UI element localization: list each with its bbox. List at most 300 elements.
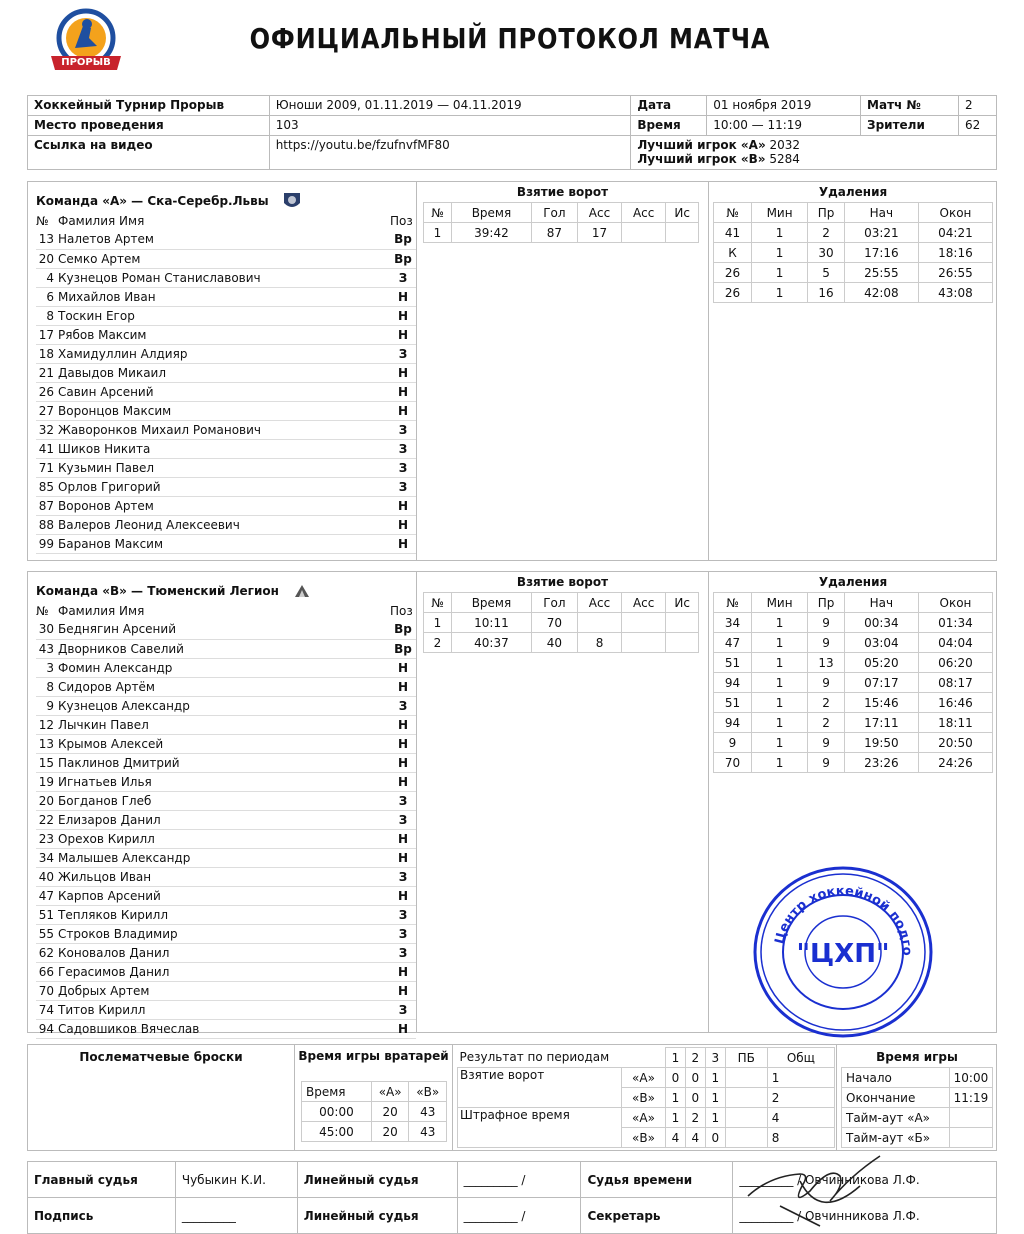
goal-no: 2 [424,633,452,653]
pen-a-pb [725,1108,767,1128]
player-number: 40 [36,867,58,886]
gk-time: 45:00 [302,1122,372,1142]
goals-row-label: Взятие ворот [458,1068,622,1108]
team-b-emblem-icon [293,583,311,599]
col-ast2: Асс [622,203,666,223]
penalty-end: 18:16 [918,243,992,263]
player-row [36,962,416,981]
penalty-row [714,263,993,283]
periods-title: Результат по периодам [458,1048,666,1068]
col-p2: 2 [685,1048,705,1068]
timeout-a-value [949,1108,992,1128]
player-position: Н [390,715,416,734]
player-position: Вр [390,249,416,268]
pen-a-p1: 1 [666,1108,686,1128]
goal-row [424,613,699,633]
player-name: Жаворонков Михаил Романович [58,420,390,439]
penalty-player: 41 [714,223,752,243]
player-name: Кузьмин Павел [58,458,390,477]
penalty-player: 34 [714,613,752,633]
player-number: 21 [36,363,58,382]
pen-a-p2: 2 [685,1108,705,1128]
penalty-start: 00:34 [844,613,918,633]
start-label: Начало [842,1068,950,1088]
player-number: 3 [36,658,58,677]
player-number: 20 [36,791,58,810]
penalty-minutes: 1 [752,673,808,693]
penalty-reason: 9 [808,673,845,693]
end-value: 11:19 [949,1088,992,1108]
col-start: Нач [844,593,918,613]
game-time-table [841,1067,993,1148]
page-title: ОФИЦИАЛЬНЫЙ ПРОТОКОЛ МАТЧА [249,22,771,55]
player-row [36,886,416,905]
team-a-emblem-icon [283,191,301,211]
penalty-row [714,693,993,713]
team-a-roster [36,212,416,554]
goals-a-pb [725,1068,767,1088]
player-row [36,943,416,962]
best-a-label: Лучший игрок «А» [637,138,766,152]
player-row [36,658,416,677]
player-name: Малышев Александр [58,848,390,867]
player-number: 4 [36,268,58,287]
player-position: З [390,791,416,810]
summary-block [27,1044,997,1151]
player-name: Орехов Кирилл [58,829,390,848]
player-position: З [390,344,416,363]
player-position: Н [390,534,416,553]
goal-no: 1 [424,613,452,633]
tournament-value: Юноши 2009, 01.11.2019 — 04.11.2019 [269,96,631,116]
col-ast2: Асс [622,593,666,613]
best-b-label: Лучший игрок «В» [637,152,766,166]
player-name: Паклинов Дмитрий [58,753,390,772]
player-position: Вр [390,230,416,249]
penalty-end: 43:08 [918,283,992,303]
gk-row [302,1102,447,1122]
penalty-start: 19:50 [844,733,918,753]
tournament-label: Хоккейный Турнир Прорыв [28,96,270,116]
team-a-block [27,181,997,561]
match-info-table [27,95,997,170]
col-ast1: Асс [577,203,621,223]
penalty-row [714,713,993,733]
player-position: З [390,810,416,829]
player-number: 13 [36,230,58,249]
signature-mark [740,1146,890,1231]
goalie-time-table [301,1081,447,1142]
player-number: 8 [36,677,58,696]
player-row [36,534,416,553]
gk-col-time: Время [302,1082,372,1102]
player-number: 70 [36,981,58,1000]
goals-b-p1: 1 [666,1088,686,1108]
team-a-penalties-panel [708,182,997,560]
pen-b-p1: 4 [666,1128,686,1148]
player-number: 34 [36,848,58,867]
col-pos: Поз [390,214,413,228]
player-position: З [390,867,416,886]
stamp-ring-text: Центр хоккейной подго [772,883,915,956]
player-position: Н [390,886,416,905]
pen-b-p2: 4 [685,1128,705,1148]
player-row [36,458,416,477]
period-results-panel [452,1045,836,1150]
venue-value: 103 [269,116,631,136]
secretary-value: _________ / Овчинникова Л.Ф. [733,1198,997,1234]
penalty-reason: 30 [808,243,845,263]
col-time: Время [452,203,532,223]
gk-row [302,1122,447,1142]
player-row [36,848,416,867]
goal-is [666,223,699,243]
penalty-row [714,283,993,303]
team-b-header [36,580,410,602]
video-link[interactable]: https://youtu.be/fzufnvfMF80 [269,136,631,170]
player-name: Кузнецов Александр [58,696,390,715]
pen-a-total: 4 [767,1108,834,1128]
col-pb: ПБ [725,1048,767,1068]
col-time: Время [452,593,532,613]
penalty-end: 16:46 [918,693,992,713]
player-name: Елизаров Данил [58,810,390,829]
signature-label: Подпись [28,1198,176,1234]
main-ref-value: Чубыкин К.И. [175,1162,297,1198]
player-row [36,1000,416,1019]
penalty-player: 47 [714,633,752,653]
player-row [36,677,416,696]
goal-scorer: 87 [531,223,577,243]
player-row [36,496,416,515]
team-b-goals-panel [416,572,708,1032]
col-no: № [36,604,49,618]
shootout-panel [28,1045,294,1150]
secretary-label: Секретарь [581,1198,733,1234]
col-no: № [424,593,452,613]
col-goal: Гол [531,203,577,223]
player-name: Воронов Артем [58,496,390,515]
goal-assist-2 [622,223,666,243]
goals-a-p2: 0 [685,1068,705,1088]
penalty-start: 03:21 [844,223,918,243]
col-is: Ис [666,593,699,613]
penalty-end: 08:17 [918,673,992,693]
player-number: 22 [36,810,58,829]
pen-b-pb [725,1128,767,1148]
player-name: Кузнецов Роман Станиславович [58,268,390,287]
player-number: 51 [36,905,58,924]
goals-a-p3: 1 [705,1068,725,1088]
player-name: Орлов Григорий [58,477,390,496]
team-b-penalties-table [713,592,993,773]
team-b-roster [36,602,416,1039]
team-b-label: «В» [622,1088,666,1108]
penalty-reason: 9 [808,753,845,773]
penalty-row [714,673,993,693]
player-number: 32 [36,420,58,439]
penalty-reason: 5 [808,263,845,283]
goal-scorer: 70 [531,613,577,633]
team-b-goals-table [423,592,699,653]
player-position: Н [390,1019,416,1038]
line-ref2-label: Линейный судья [297,1198,457,1234]
penalty-minutes: 1 [752,733,808,753]
player-name: Тепляков Кирилл [58,905,390,924]
goalie-time-title: Время игры вратарей [298,1049,449,1063]
goals-a-total: 1 [767,1068,834,1088]
match-value: 2 [958,96,996,116]
player-name: Савин Арсений [58,382,390,401]
player-row [36,696,416,715]
penalty-row [714,753,993,773]
gk-a: 20 [371,1102,409,1122]
player-position: Н [390,753,416,772]
player-number: 41 [36,439,58,458]
pen-row-label: Штрафное время [458,1108,622,1148]
player-position: Н [390,496,416,515]
player-position: Н [390,363,416,382]
col-name: Фамилия Имя [58,604,145,618]
player-row [36,344,416,363]
penalty-end: 04:04 [918,633,992,653]
player-row [36,924,416,943]
player-name: Титов Кирилл [58,1000,390,1019]
penalty-row [714,613,993,633]
team-b-title: Команда «В» — Тюменский Легион [36,584,279,598]
player-position: Н [390,515,416,534]
team-a-goals-title: Взятие ворот [516,185,609,199]
player-number: 17 [36,325,58,344]
penalty-row [714,653,993,673]
player-position: Н [390,848,416,867]
penalty-player: 51 [714,653,752,673]
player-number: 94 [36,1019,58,1038]
player-number: 6 [36,287,58,306]
player-position: Вр [390,620,416,639]
player-row [36,791,416,810]
player-row [36,420,416,439]
date-label: Дата [631,96,707,116]
player-row [36,249,416,268]
player-row [36,620,416,639]
col-goal: Гол [531,593,577,613]
player-row [36,810,416,829]
player-name: Валеров Леонид Алексеевич [58,515,390,534]
penalty-minutes: 1 [752,283,808,303]
col-is: Ис [666,203,699,223]
player-number: 99 [36,534,58,553]
penalty-player: 70 [714,753,752,773]
player-name: Садовшиков Вячеслав [58,1019,390,1038]
player-position: З [390,458,416,477]
penalty-row [714,223,993,243]
player-name: Богданов Глеб [58,791,390,810]
player-name: Сидоров Артём [58,677,390,696]
goal-assist-2 [622,613,666,633]
penalty-reason: 9 [808,613,845,633]
penalty-start: 17:16 [844,243,918,263]
player-number: 26 [36,382,58,401]
penalty-player: К [714,243,752,263]
player-number: 85 [36,477,58,496]
penalty-start: 23:26 [844,753,918,773]
goal-row [424,223,699,243]
penalty-reason: 13 [808,653,845,673]
col-min: Мин [752,593,808,613]
goal-no: 1 [424,223,452,243]
penalty-minutes: 1 [752,243,808,263]
goals-a-p1: 0 [666,1068,686,1088]
player-name: Крымов Алексей [58,734,390,753]
col-ast1: Асс [577,593,621,613]
period-results-table [457,1047,835,1148]
player-number: 88 [36,515,58,534]
match-label: Матч № [861,96,959,116]
player-name: Воронцов Максим [58,401,390,420]
col-pr: Пр [808,203,845,223]
gk-time: 00:00 [302,1102,372,1122]
player-row [36,829,416,848]
goal-scorer: 40 [531,633,577,653]
penalty-minutes: 1 [752,753,808,773]
timekeeper-value: _________ / Овчинникова Л.Ф. [733,1162,997,1198]
pen-b-p3: 0 [705,1128,725,1148]
line-ref-value: _________ / [457,1162,581,1198]
col-p3: 3 [705,1048,725,1068]
best-b-value: 5284 [769,152,800,166]
player-number: 19 [36,772,58,791]
player-number: 47 [36,886,58,905]
player-row [36,230,416,249]
team-a-goals-table [423,202,699,243]
team-a-penalties-title: Удаления [818,185,888,199]
penalty-player: 9 [714,733,752,753]
pen-b-total: 8 [767,1128,834,1148]
player-position: З [390,924,416,943]
team-a-penalties-table [713,202,993,303]
player-row [36,515,416,534]
penalty-end: 18:11 [918,713,992,733]
penalty-player: 51 [714,693,752,713]
player-name: Карпов Арсений [58,886,390,905]
penalty-player: 26 [714,283,752,303]
player-row [36,306,416,325]
player-row [36,401,416,420]
player-position: Н [390,677,416,696]
penalty-start: 05:20 [844,653,918,673]
penalty-start: 17:11 [844,713,918,733]
col-name: Фамилия Имя [58,214,145,228]
player-position: Н [390,658,416,677]
penalty-player: 26 [714,263,752,283]
penalty-end: 04:21 [918,223,992,243]
penalty-player: 94 [714,713,752,733]
line-ref-label: Линейный судья [297,1162,457,1198]
col-end: Окон [918,593,992,613]
player-row [36,734,416,753]
penalty-end: 24:26 [918,753,992,773]
date-value: 01 ноября 2019 [707,96,861,116]
player-row [36,905,416,924]
player-name: Давыдов Микаил [58,363,390,382]
player-number: 23 [36,829,58,848]
col-no: № [714,203,752,223]
player-row [36,639,416,658]
player-number: 20 [36,249,58,268]
penalty-minutes: 1 [752,223,808,243]
player-name: Налетов Артем [58,230,390,249]
goals-b-pb [725,1088,767,1108]
player-name: Хамидуллин Алдияр [58,344,390,363]
goal-assist-2 [622,633,666,653]
player-row [36,287,416,306]
col-end: Окон [918,203,992,223]
player-row [36,439,416,458]
col-total: Общ [767,1048,834,1068]
player-number: 74 [36,1000,58,1019]
penalty-start: 25:55 [844,263,918,283]
goalie-time-panel [294,1045,452,1150]
shootout-title: Послематчевые броски [79,1050,243,1064]
best-players [631,136,997,170]
best-a-value: 2032 [769,138,801,152]
player-number: 15 [36,753,58,772]
penalty-minutes: 1 [752,263,808,283]
goals-b-total: 2 [767,1088,834,1108]
player-row [36,772,416,791]
player-row [36,867,416,886]
player-position: Н [390,306,416,325]
gk-col-a: «А» [371,1082,409,1102]
player-number: 18 [36,344,58,363]
goal-is [666,633,699,653]
goal-time: 39:42 [452,223,532,243]
player-position: Вр [390,639,416,658]
team-b-goals-title: Взятие ворот [516,575,609,589]
player-number: 87 [36,496,58,515]
line-ref2-value: _________ / [457,1198,581,1234]
game-time-title: Время игры [876,1050,958,1064]
player-name: Жильцов Иван [58,867,390,886]
penalty-minutes: 1 [752,613,808,633]
penalty-end: 26:55 [918,263,992,283]
penalty-minutes: 1 [752,713,808,733]
player-number: 62 [36,943,58,962]
penalty-start: 07:17 [844,673,918,693]
col-p1: 1 [666,1048,686,1068]
penalty-minutes: 1 [752,633,808,653]
player-number: 13 [36,734,58,753]
goal-assist-1: 8 [577,633,621,653]
tournament-logo [45,8,127,78]
player-name: Рябов Максим [58,325,390,344]
goal-is [666,613,699,633]
signature-value: _________ [175,1198,297,1234]
gk-b: 43 [409,1122,447,1142]
player-name: Дворников Савелий [58,639,390,658]
player-name: Строков Владимир [58,924,390,943]
timeout-a-label: Тайм-аут «А» [842,1108,950,1128]
penalty-start: 42:08 [844,283,918,303]
game-time-panel [836,1045,997,1150]
col-no: № [714,593,752,613]
goals-b-p3: 1 [705,1088,725,1108]
penalty-start: 03:04 [844,633,918,653]
spectators-label: Зрители [861,116,959,136]
timeout-b-label: Тайм-аут «Б» [842,1128,950,1148]
player-row [36,1019,416,1038]
